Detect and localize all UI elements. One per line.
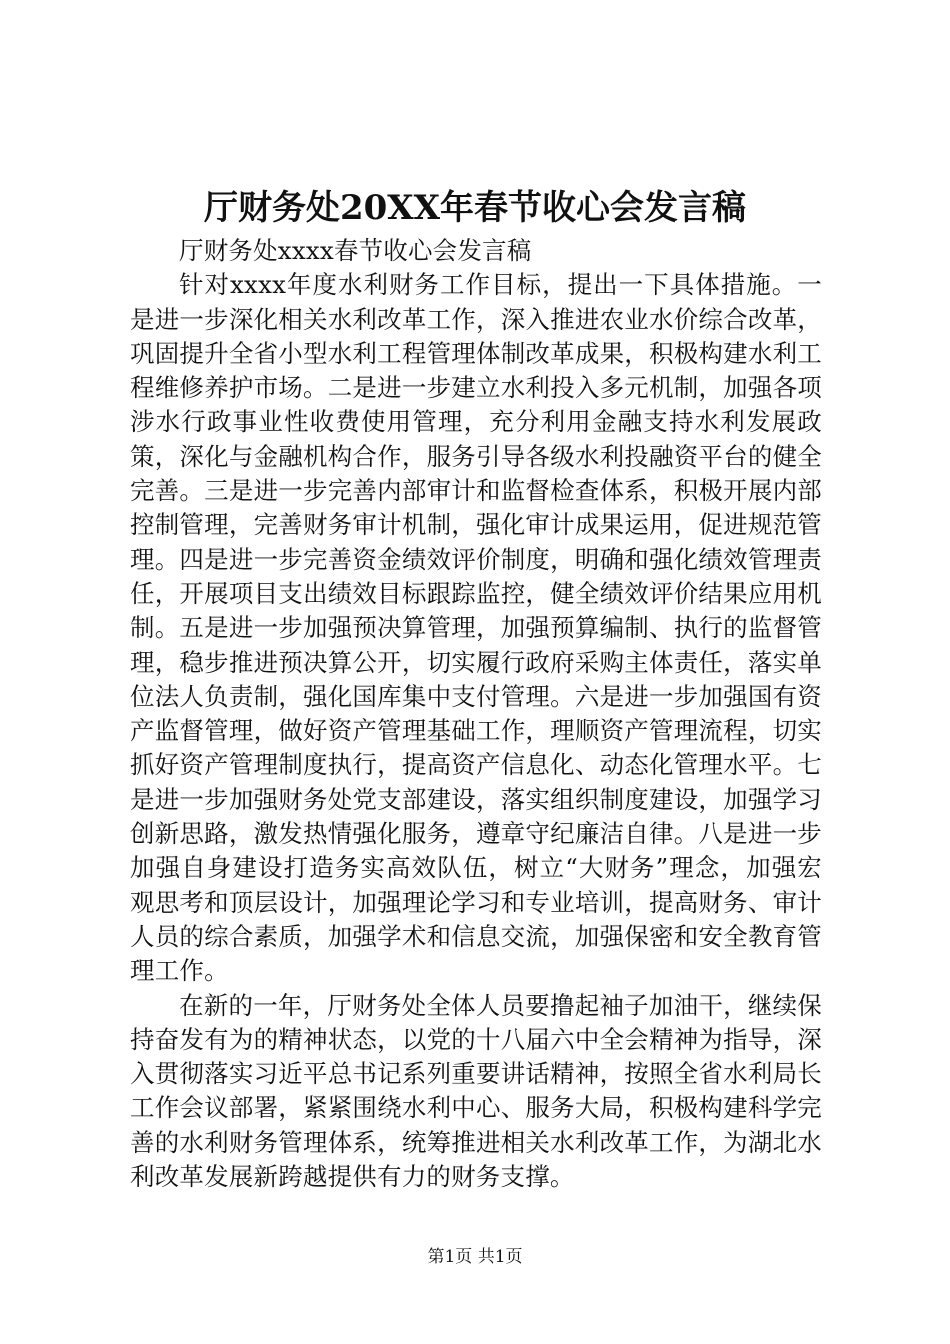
document-title: 厅财务处20XX年春节收心会发言稿 xyxy=(203,188,747,228)
page-footer: 第1页 共1页 xyxy=(427,1247,523,1267)
document-subtitle: 厅财务处xxxx春节收心会发言稿 xyxy=(179,236,532,265)
document-body xyxy=(130,234,822,1194)
body-paragraph-1: 针对xxxx年度水利财务工作目标，提出一下具体措施。一是进一步深化相关水利改革工作，深入推进农业水价综合改革，巩固提升全省小型水利工程管理体制改革成果，积极构建水利工程维修养护市场。二是进一步建立水利投入多元机制，加强各项涉水行政事业性收费使用管理，充分利用金融支持水利发展政策，深化与金融机构合作，服务引导各级水利投融资平台的健全完善。三是进一步完善内部审计和监督检查体系，积极开展内部控制管理，完善财务审计机制，强化审计成果运用，促进规范管理。四是进一步完善资金绩效评价制度，明确和强化绩效管理责任，开展项目支出绩效目标跟踪监控，健全绩效评价结果应用机制。五是进一步加强预决算管理，加强预算编制、执行的监督管理，稳步推进预决算公开，切实履行政府采购主体责任，落实单位法人负责制，强化国库集中支付管理。六是进一步加强国有资产监督管理，做好资产管理基础工作，理顺资产管理流程，切实抓好资产管理制度执行，提高资产信息化、动态化管理水平。七是进一步加强财务处党支部建设，落实组织制度建设，加强学习创新思路，激发热情强化服务，遵章守纪廉洁自律。八是进一步加强自身建设打造务实高效队伍，树立“大财务”理念，加强宏观思考和顶层设计，加强理论学习和专业培训，提高财务、审计人员的综合素质，加强学术和信息交流，加强保密和安全教育管理工作。 xyxy=(130,270,822,986)
body-paragraph-2: 在新的一年，厅财务处全体人员要撸起袖子加油干，继续保持奋发有为的精神状态，以党的十八届六中全会精神为指导，深入贯彻落实习近平总书记系列重要讲话精神，按照全省水利局长工作会议部署，紧紧围绕水利中心、服务大局，积极构建科学完善的水利财务管理体系，统筹推进相关水利改革工作，为湖北水利改革发展新跨越提供有力的财务支撑。 xyxy=(130,990,822,1192)
